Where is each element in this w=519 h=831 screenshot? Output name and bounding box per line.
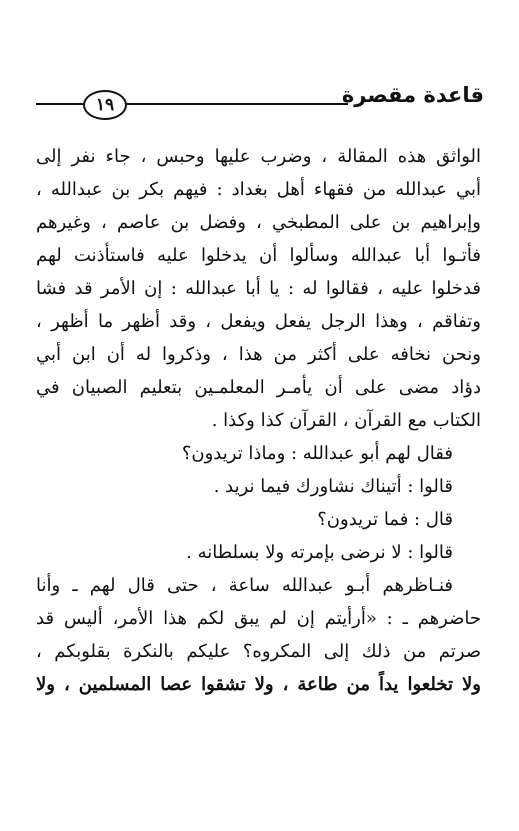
text-line: فأتـوا أبا عبدالله وسألوا أن يدخلوا عليه فاستأذنت لهم [36,245,481,266]
text-line: قالوا : أتيناك نشاورك فيما نريد . [213,476,453,497]
running-title: قاعدة مقصرة [341,83,484,107]
text-line: قالوا : لا نرضى بإمرته ولا بسلطانه . [186,542,453,563]
text-line: وإبراهيم بن على المطبخي ، وفضل بن عاصم ، وغيرهم [36,212,481,233]
running-header [36,82,484,122]
text-line: قال : فما تريدون؟ [317,509,453,530]
text-line: صرتم من ذلك إلى المكروه؟ عليكم بالنكرة بقلوبكم ، [36,641,481,662]
text-line: ولا تخلعوا يداً من طاعة ، ولا تشقوا عصا المسلمين ، ولا [36,674,481,695]
text-line: الواثق هذه المقالة ، وضرب عليها وحبس ، جاء نفر إلى [36,146,481,167]
text-line: حاضرهم ـ : «أرأيتم إن لم يبق لكم هذا الأمر، أليس قد [36,608,481,629]
text-line: فنـاظرهم أبـو عبدالله ساعة ، حتى قال لهم ـ وأنا [36,575,453,596]
text-line: أبي عبدالله من فقهاء أهل بغداد : فيهم بكر بن عبدالله ، [36,179,481,200]
text-line: فقال لهم أبو عبدالله : وماذا تريدون؟ [181,443,453,464]
text-line: فدخلوا عليه ، فقالوا له : يا أبا عبدالله : إن الأمر قد فشا [36,278,481,299]
body-text [36,140,481,701]
text-line: ونحن نخافه على أكثر من هذا ، وذكروا له أن ابن أبي [36,344,481,365]
text-line: دؤاد مضى على أن يأمـر المعلمـين بتعليم الصبيان في [36,377,481,398]
text-line: وتفاقم ، وهذا الرجل يفعل ويفعل ، وقد أظهر ما أظهر ، [36,311,481,332]
text-line: الكتاب مع القرآن ، القرآن كذا وكذا . [211,410,481,431]
page-number: ١٩ [83,90,127,120]
